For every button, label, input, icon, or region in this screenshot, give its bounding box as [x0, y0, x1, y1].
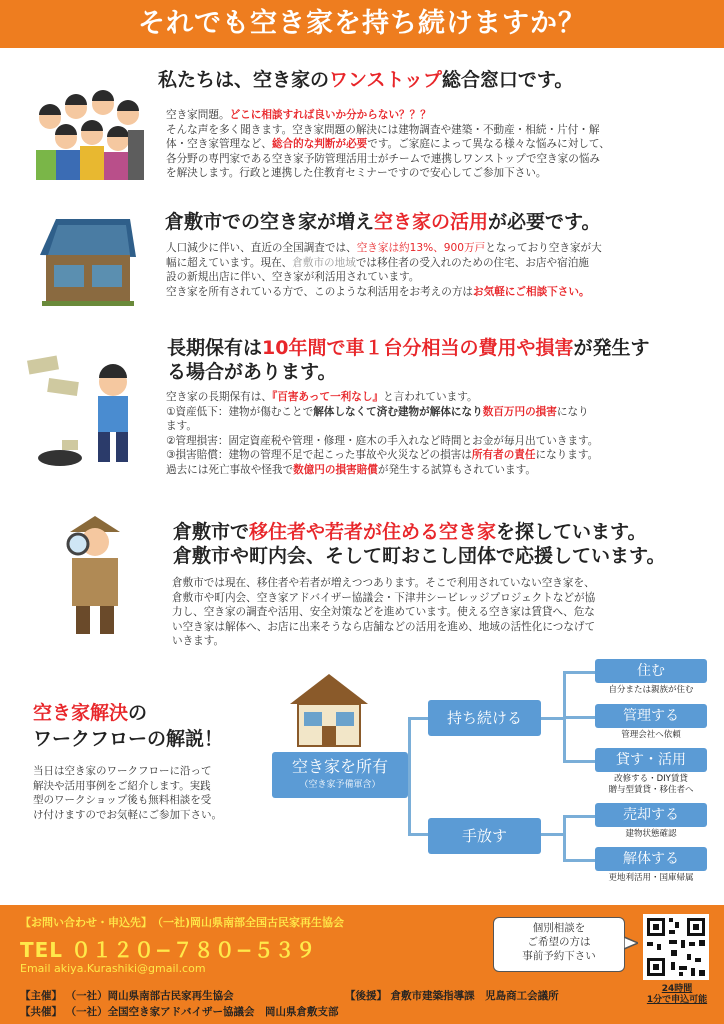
workflow-node-manage: [595, 704, 707, 728]
section3-body: [166, 390, 716, 478]
s3-p2bold: 解体しなくて済む建物が解体になり: [313, 405, 483, 418]
s4-p4: い空き家は解体へ、お店に出来そうなら店舗などの活用を進め、地域の活性化につなげて: [172, 620, 596, 633]
bubble-l2: ご希望の方は: [527, 936, 591, 948]
s1-p3red: 総合的な判断が必要: [271, 138, 368, 151]
s3-p6b: が発生する試算もされています。: [377, 463, 536, 476]
footer-tel[interactable]: TEL ０１２０−７８０−５３９: [20, 938, 317, 962]
banner-title: それでも空き家を持ち続けますか？: [138, 8, 586, 39]
s3-p1red: 『百害あって一利なし』: [271, 391, 384, 403]
qr-note: [640, 984, 714, 1006]
detective-illustration: [60, 510, 130, 638]
s1-p2: そんな声を多く聞きます。空き家問題の解決には建物調査や建築・不動産・相続・片付・解: [166, 123, 600, 136]
section3-title: [167, 336, 649, 384]
s4-p2: 倉敷市や町内会、空き家アドバイザー協議会・下津井シービレッジプロジェクトなどが協: [172, 591, 596, 604]
wf-d4: け付けますのでお気軽にご参加下さい。: [33, 808, 222, 821]
s3-p2b: になり: [556, 405, 589, 418]
s3-p1a: 空き家の長期保有は、: [166, 391, 272, 403]
section4-title: [173, 520, 665, 568]
wf-sell: 売却する: [623, 807, 679, 823]
house-icon: [288, 670, 370, 748]
wf-rent-sub1: 改修する・DIY賃貸: [614, 774, 688, 784]
wf-title-a: の: [128, 702, 148, 724]
support: 倉敷市建築指導課 児島商工会議所: [390, 990, 559, 1002]
footer-org: （一社)岡山県南部全国古民家再生協会: [157, 916, 345, 929]
workflow-node-demolish: [595, 847, 707, 871]
wf-live: 住む: [637, 663, 665, 679]
connector: [563, 671, 595, 674]
s4-t1a: 倉敷市で: [173, 521, 250, 543]
s3-p5red: 所有者の責任: [471, 449, 536, 462]
wf-rent-subs: [595, 774, 707, 796]
section2-body: [166, 241, 716, 299]
qr-code-icon[interactable]: [643, 914, 709, 980]
s3-p2red: 数百万円の損害: [482, 405, 557, 418]
connector: [541, 833, 563, 836]
connector: [563, 859, 595, 862]
connector: [563, 815, 566, 861]
qr-note-1: 24時間: [661, 984, 693, 994]
wf-rent: 貸す・活用: [616, 752, 686, 768]
section1-title-b: 総合窓口です。: [441, 69, 574, 91]
s2-ta: 倉敷市での空き家が増え: [165, 211, 375, 233]
bubble-l3: 事前予約下さい: [522, 950, 596, 962]
s2-p2a: 幅に超えています。現在、: [166, 256, 293, 269]
workflow-node-own: [272, 752, 408, 798]
section1-title-red: ワンストップ: [329, 69, 442, 91]
s2-p2b: では移住者の受入れのための住宅、お店や宿泊施: [355, 256, 589, 269]
footer-inquiry-label: 【お問い合わせ・申込先】: [20, 916, 147, 929]
s4-t1b: を探しています。: [496, 521, 647, 543]
section1-title-a: 私たちは、空き家の: [158, 69, 330, 91]
s3-p1b: と言われています。: [383, 391, 478, 403]
support-label: 【後援】: [345, 990, 387, 1002]
wf-manage: 管理する: [623, 708, 679, 724]
s3-p5a: ③損害賠償：建物の管理不足で起こった事故や火災などの損害は: [166, 449, 472, 462]
wf-demolish-sub: 更地利活用・国庫帰属: [608, 873, 694, 883]
section1-title: [158, 68, 573, 92]
s1-p1red: どこに相談すれば良いか分からない？？？: [229, 109, 431, 121]
s3-t2: る場合があります。: [167, 361, 337, 383]
cohost: （一社）全国空き家アドバイザー協議会 岡山県倉敷支部: [65, 1006, 339, 1018]
reservation-bubble: [493, 917, 625, 972]
s4-p5: いきます。: [172, 635, 225, 648]
wf-title-b: ワークフローの解説！: [33, 728, 224, 750]
host: （一社）岡山県南部古民家再生協会: [65, 990, 234, 1002]
workflow-node-sell: [595, 803, 707, 827]
footer-cohost: [20, 1004, 338, 1019]
wf-release: 手放す: [461, 827, 507, 845]
section2-title: [165, 210, 601, 234]
section4-body: [172, 576, 716, 649]
s4-t2: 倉敷市や町内会、そして町おこし団体で応援しています。: [173, 545, 666, 567]
wf-rent-sub2: 贈与型賃貸・移住者へ: [608, 785, 694, 795]
s3-t1a: 長期保有は: [167, 337, 263, 359]
s3-p6a: 過去には死亡事故や怪我で: [166, 463, 294, 476]
wf-d3: 型のワークショップ後も無料相談を受: [33, 794, 212, 807]
workflow-node-live: [595, 659, 707, 683]
connector: [563, 760, 595, 763]
page-banner: [0, 0, 724, 48]
s2-p2gray: 倉敷市の地域: [292, 256, 356, 269]
connector: [408, 717, 411, 835]
bubble-pointer-icon: [624, 935, 638, 951]
bubble-l1: 個別相談を: [532, 922, 586, 934]
wf-demolish: 解体する: [623, 851, 679, 867]
s4-p1: 倉敷市では現在、移住者や若者が増えつつあります。そこで利用されていない空き家を、: [172, 577, 595, 589]
workflow-title: [33, 700, 223, 752]
money-flying-illustration: [18, 350, 148, 475]
s1-p4: 各分野の専門家である空き家予防管理活用士がチームで連携しワンストップで空き家の悩み: [166, 152, 601, 165]
wf-manage-sub: 管理会社へ依頼: [621, 730, 681, 740]
wf-sell-sub: 建物状態確認: [625, 829, 677, 839]
workflow-node-rent: [595, 748, 707, 772]
connector: [408, 833, 428, 836]
footer-inquiry: [20, 914, 344, 930]
connector: [563, 815, 595, 818]
wf-root-sub: （空き家予備軍含）: [299, 780, 381, 790]
s2-p1b: となっており空き家が大: [485, 242, 602, 254]
workflow-node-release: [428, 818, 541, 854]
host-label: 【主催】: [20, 990, 62, 1002]
section1-body: [166, 108, 716, 181]
s3-t1b: が発生す: [573, 337, 650, 359]
footer-host: [20, 988, 234, 1003]
s2-p4red: お気軽にご相談下さい。: [473, 285, 590, 298]
s3-p5b: になります。: [535, 449, 599, 462]
workflow-desc: [33, 764, 273, 822]
wf-d2: 解決や活用事例をご紹介します。実践: [33, 779, 211, 792]
qr-note-2: 1分で申込可能: [646, 995, 708, 1005]
s3-p2a: ①資産低下：建物が傷むことで: [166, 405, 314, 418]
s2-p4a: 空き家を所有されている方で、このような利活用をお考えの方は: [166, 285, 474, 298]
wf-title-red: 空き家解決: [33, 702, 129, 724]
s4-t1red: 移住者や若者が住める空き家: [249, 521, 497, 543]
cohost-label: 【共催】: [20, 1006, 62, 1018]
s3-t1red: 10年間で車１台分相当の費用や損害: [262, 337, 574, 359]
s2-tred: 空き家の活用: [374, 211, 489, 233]
s3-p4: ②管理損害：固定資産税や管理・修理・庭木の手入れなど時間とお金が毎月出ていきます。: [166, 434, 599, 447]
workflow-node-keep: [428, 700, 541, 736]
s1-p1a: 空き家問題。: [166, 109, 230, 121]
connector: [541, 717, 563, 720]
wf-live-sub: 自分または親族が住む: [608, 685, 694, 695]
people-group-illustration: [28, 80, 148, 180]
s3-p6red: 数億円の損害賠償: [293, 463, 378, 476]
connector: [563, 716, 595, 719]
wf-d1: 当日は空き家のワークフローに沿って: [33, 765, 212, 777]
s1-p3b: です。ご家庭によって異なる様々な悩みに対して、: [367, 138, 610, 151]
s4-p3: 力し、空き家の調査や活用、安全対策などを進めています。使える空き家は賃貸へ、危な: [172, 606, 595, 619]
wf-keep: 持ち続ける: [446, 709, 522, 727]
s1-p3a: 体・空き家管理など、: [166, 138, 272, 151]
old-house-illustration: [38, 215, 138, 307]
s2-p3: 設の新規出店に伴い、空き家が利活用されています。: [166, 271, 420, 284]
s2-p1red: 空き家は約13%、900万戸: [356, 242, 486, 254]
footer-support: [345, 988, 559, 1003]
s2-tb: が必要です。: [488, 211, 601, 233]
wf-root: 空き家を所有: [291, 757, 388, 776]
s2-p1a: 人口減少に伴い、直近の全国調査では、: [166, 242, 357, 254]
s1-p5: を解決します。行政と連携した住教育セミナーですので安心してご参加下さい。: [166, 167, 547, 180]
connector: [408, 717, 428, 720]
s3-p3: ます。: [166, 420, 197, 433]
footer-email[interactable]: Email akiya.Kurashiki@gmail.com: [20, 962, 206, 975]
